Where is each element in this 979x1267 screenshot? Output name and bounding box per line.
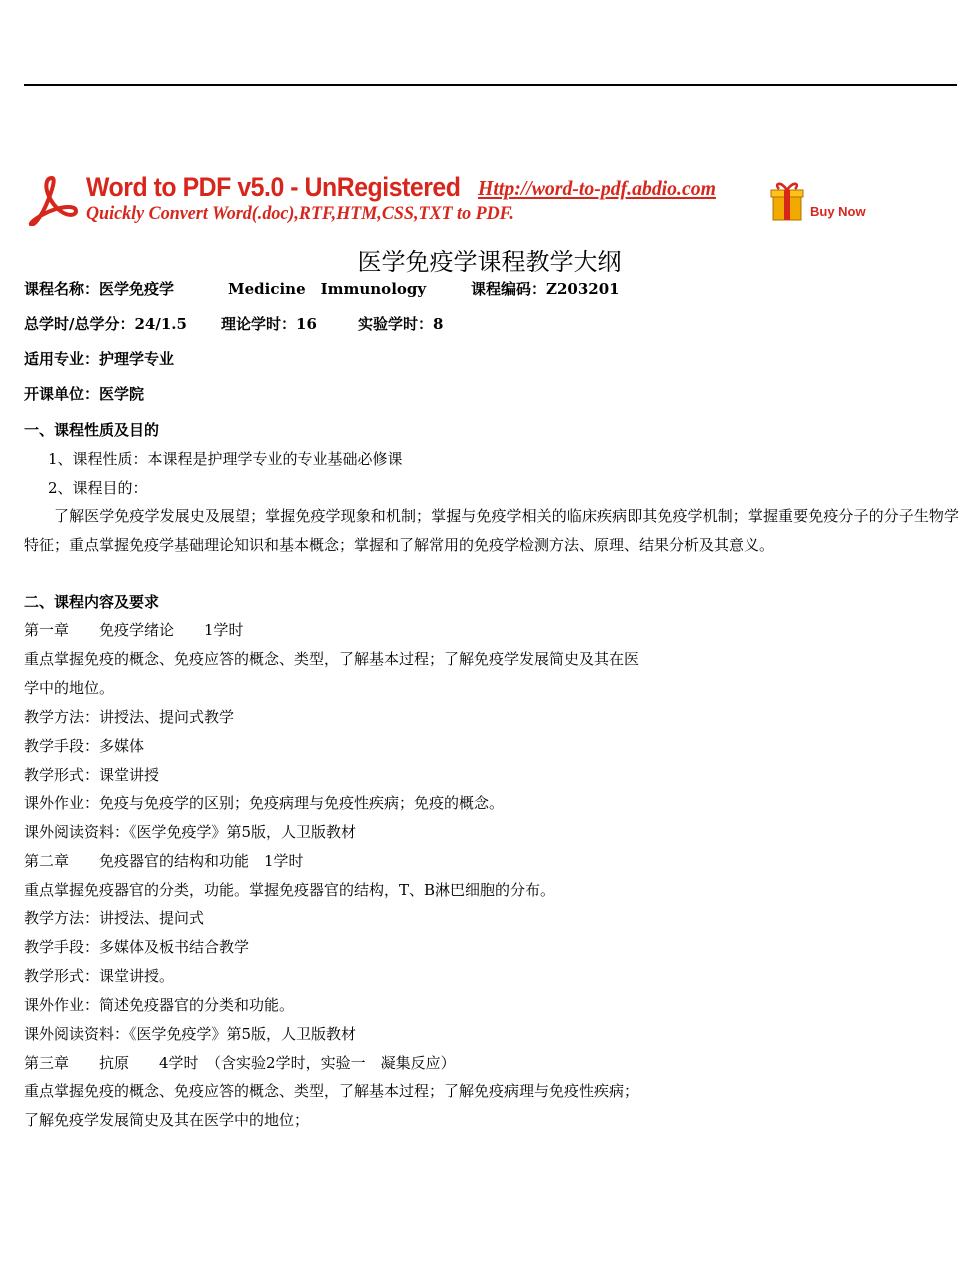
buy-now-link[interactable]: Buy Now: [810, 204, 866, 219]
watermark-banner: [28, 170, 878, 230]
content-line: 课外阅读资料：《医学免疫学》第5版，人卫版教材: [24, 823, 357, 841]
offering-unit: 开课单位：医学院: [24, 385, 145, 403]
banner-url-link[interactable]: Http://word-to-pdf.abdio.com: [478, 176, 716, 200]
section1-item-nature: 1、课程性质：本课程是护理学专业的专业基础必修课: [48, 450, 403, 468]
lab-hours: 实验学时：8: [358, 315, 444, 333]
content-line: 教学方法：讲授法、提问式教学: [24, 708, 235, 726]
applicable-major: 适用专业：护理学专业: [24, 350, 175, 368]
content-line: 教学方法：讲授法、提问式: [24, 909, 205, 927]
section2-heading: 二、课程内容及要求: [24, 593, 160, 611]
course-code: 课程编码：Z203201: [471, 280, 620, 298]
content-line: 第二章 免疫器官的结构和功能 1学时: [24, 852, 304, 870]
document-title: 医学免疫学课程教学大纲: [357, 248, 622, 276]
content-line: 了解免疫学发展简史及其在医学中的地位；: [24, 1111, 310, 1129]
total-hours: 总学时/总学分：24/1.5: [24, 315, 187, 333]
content-line: 教学手段：多媒体及板书结合教学: [24, 938, 250, 956]
gift-box-icon[interactable]: [770, 178, 804, 222]
section1-heading: 一、课程性质及目的: [24, 421, 160, 439]
content-line: 第三章 抗原 4学时 （含实验2学时，实验一 凝集反应）: [24, 1054, 456, 1072]
content-line: 课外作业：免疫与免疫学的区别；免疫病理与免疫性疾病；免疫的概念。: [24, 794, 505, 812]
course-name: 课程名称：医学免疫学: [24, 280, 175, 298]
content-line: 学中的地位。: [24, 679, 115, 697]
banner-title: Word to PDF v5.0 - UnRegistered: [86, 172, 461, 202]
content-line: 重点掌握免疫的概念、免疫应答的概念、类型，了解基本过程；了解免疫学发展简史及其在医: [24, 650, 640, 668]
course-english-name: Medicine Immunology: [228, 280, 427, 298]
section1-item-purpose: 2、课程目的：: [48, 479, 148, 497]
content-line: 第一章 免疫学绪论 1学时: [24, 621, 244, 639]
content-line: 课外阅读资料：《医学免疫学》第5版，人卫版教材: [24, 1025, 357, 1043]
content-line: 课外作业：简述免疫器官的分类和功能。: [24, 996, 295, 1014]
content-line: 教学形式：课堂讲授。: [24, 967, 175, 985]
section1-paragraph: 了解医学免疫学发展史及展望；掌握免疫学现象和机制；掌握与免疫学相关的临床疾病即其免疫学机制；掌握重要免疫分子的分子生物学特征；重点掌握免疫学基础理论知识和基本概念；掌握和了解常用的免疫学检测方法、原理、结果分析及其意义。: [24, 507, 959, 554]
banner-subtitle: Quickly Convert Word(.doc),RTF,HTM,CSS,TXT to PDF.: [86, 203, 514, 224]
content-line: 教学形式：课堂讲授: [24, 766, 160, 784]
content-line: 重点掌握免疫的概念、免疫应答的概念、类型，了解基本过程；了解免疫病理与免疫性疾病；: [24, 1082, 640, 1100]
theory-hours: 理论学时：16: [221, 315, 317, 333]
content-line: 教学手段：多媒体: [24, 737, 145, 755]
content-line: 重点掌握免疫器官的分类，功能。掌握免疫器官的结构，T、B淋巴细胞的分布。: [24, 881, 556, 899]
header-rule: [24, 84, 957, 86]
acrobat-logo-icon: [28, 176, 78, 226]
